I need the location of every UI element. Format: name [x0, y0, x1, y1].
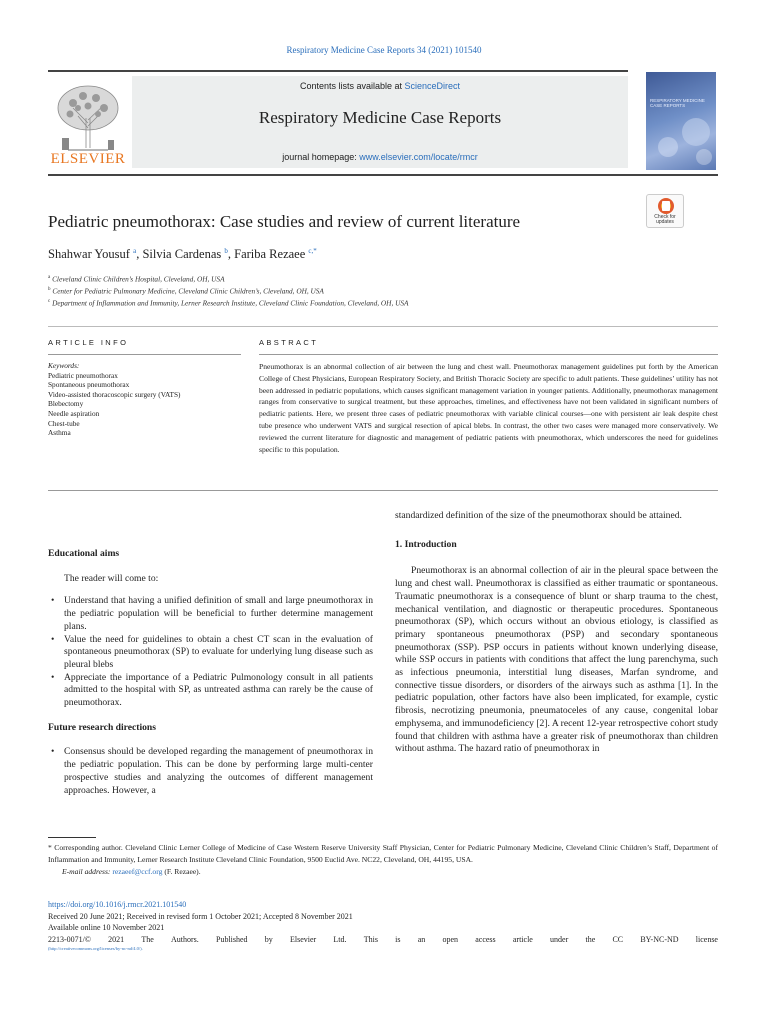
abstract-rule	[259, 354, 718, 355]
left-column	[48, 548, 373, 809]
keyword-item: Spontaneous pneumothorax	[48, 380, 130, 390]
journal-reference[interactable]: Respiratory Medicine Case Reports 34 (2021) 101540	[286, 45, 482, 55]
header-rule-bottom	[48, 174, 718, 176]
corresponding-author-text: * Corresponding author. Cleveland Clinic Lerner College of Medicine of Case Western Reserve University Staff Physician, Center for Pediatric Pulmonary Medicine, Cleveland Clinic Children’s Staff, Department of Inflammation and Immunity, Lerner Research Institute Cleveland Clinic Foundation, 9500 Euclid Ave. NC22, Cleveland, OH, 44195, USA.	[48, 843, 718, 864]
keywords-label: Keywords:	[48, 361, 80, 370]
introduction-text: Pneumothorax is an abnormal collection of air in the pleural space between the lung and chest wall. Pneumothorax is classified as either traumatic or spontaneous. Traumatic pneumothorax is a consequence of blunt or sharp trauma to the chest, mechanical ventilation, and diagnostic or therapeutic procedures. Spontaneous pneumothorax (SP), which occurs without an obvious etiology, is classified as primary spontaneous pneumothorax (PSP) and secondary spontaneous pneumothorax (SSP). PSP occurs in patients without known underlying disease, while SSP occurs in patients with conditions that affect the lung parenchyma, such as infectious pneumonia, interstitial lung diseases, Marfan syndrome, and connective tissue disorders, or disorders of the airways such as asthma [1]. In the pediatric population, other factors have also been implicated, for example, cystic fibrosis, necrotizing pneumonia, pneumatoceles of any cause, congenital lobar emphysema, and immunodeficiency [2]. A recent 12-year retrospective cohort study found that children with asthma have a greater risk of pneumothorax than children without asthma. The hazard ratio of pneumothorax in	[395, 565, 718, 755]
email-label: E-mail address:	[62, 867, 111, 876]
affiliation-item: $^a$ Cleveland Clinic Children’s Hospital, Cleveland, OH, USA	[48, 274, 225, 284]
keywords-list	[48, 361, 243, 438]
publisher-name: ELSEVIER	[50, 151, 126, 167]
author-name[interactable]: Silvia Cardenas	[142, 247, 222, 262]
homepage-prefix: journal homepage:	[282, 152, 360, 162]
author-name[interactable]: Shahwar Yousuf	[48, 247, 130, 262]
journal-cover-image	[646, 72, 716, 170]
author-list: Shahwar Yousuf $^a$, Silvia Cardenas $^b$, Fariba Rezaee $^{c,*}$	[48, 247, 317, 262]
footnote-rule	[48, 837, 96, 838]
check-updates-label: Check for updates	[654, 214, 676, 226]
check-for-updates-button[interactable]	[646, 194, 684, 228]
affiliation-item: $^c$ Department of Inflammation and Immunity, Lerner Research Institute, Cleveland Clinic Foundation, Cleveland, OH, USA	[48, 298, 409, 308]
educational-aims-heading: Educational aims	[48, 548, 120, 559]
list-item: • Value the need for guidelines to obtain a chest CT scan in the evaluation of spontaneous pneumothorax (SP) to evaluate for underlying lung disease such as pleural blebs	[51, 633, 373, 670]
received-dates: Received 20 June 2021; Received in revised form 1 October 2021; Accepted 8 November 2021	[48, 911, 353, 921]
bullet-icon: •	[51, 595, 55, 607]
email-suffix: (F. Rezaee).	[164, 867, 201, 876]
author-name[interactable]: Fariba Rezaee	[234, 247, 306, 262]
keyword-item: Pediatric pneumothorax	[48, 370, 118, 380]
abstract-heading: ABSTRACT	[259, 338, 319, 347]
continuation-text: standardized definition of the size of the pneumothorax should be attained.	[395, 510, 682, 521]
license-url-link[interactable]: (http://creativecommons.org/licenses/by-nc-nd/4.0/).	[48, 946, 143, 952]
email-line	[48, 866, 718, 878]
affiliation-item: $^b$ Center for Pediatric Pulmonary Medicine, Cleveland Clinic Children’s, Cleveland, OH, USA	[48, 286, 324, 296]
keyword-item: Video-assisted thoracoscopic surgery (VATS)	[48, 389, 181, 399]
keyword-item: Blebectomy	[48, 399, 84, 409]
author-affiliation-mark[interactable]: a	[133, 247, 137, 255]
author-affiliation-mark[interactable]: c,*	[308, 247, 317, 255]
future-research-list	[48, 746, 373, 797]
sciencedirect-link[interactable]: ScienceDirect	[404, 81, 461, 91]
contents-prefix: Contents lists available at	[299, 81, 405, 91]
contents-line	[132, 81, 628, 91]
bullet-icon: •	[51, 633, 55, 645]
section-divider	[48, 326, 718, 327]
article-info-heading: ARTICLE INFO	[48, 338, 129, 347]
license-line: 2213-0071/© 2021 The Authors. Published by Elsevier Ltd. This is an open access article under the CC BY-NC-ND license	[48, 934, 718, 944]
introduction-heading: 1. Introduction	[395, 538, 457, 550]
right-column	[395, 510, 718, 766]
article-info-rule	[48, 354, 241, 355]
list-item: • Appreciate the importance of a Pediatric Pulmonology consult in all patients admitted to the hospital with SP, as untreated asthma can rarely be the cause of pneumothorax.	[51, 671, 373, 709]
journal-title: Respiratory Medicine Case Reports	[258, 108, 502, 127]
header-rule	[48, 70, 628, 72]
affiliations	[48, 273, 718, 309]
journal-masthead	[132, 76, 628, 168]
author-affiliation-mark[interactable]: b	[224, 247, 228, 255]
cover-pattern-icon	[646, 72, 716, 170]
corresponding-author-footnote	[48, 842, 718, 878]
abstract-text: Pneumothorax is an abnormal collection of air between the lung and chest wall. Pneumothorax management guidelines put forth by the American College of Chest Physicians, European Respiratory Society, and British Thoracic Society are specific to adult patients. These guidelines’ utility has not been addressed in pediatric populations, which causes significant management variation in younger patients. Additionally, pneumothorax management ranges from conservative to surgical treatment, but these approaches, timelines, and effectiveness have not been validated in significant numbers of pediatric patients. Here, we present three cases of pediatric pneumothorax with variable clinical courses—one with persistent air leak despite chest tube presence who underwent VATS and surgical resection of apical blebs. In contrast, the other two cases were managed more conservatively. We reviewed the current literature for diagnostic and management of pediatric patients with pneumothorax, which underscores the need for guidelines specific to this population.	[259, 362, 718, 454]
list-item: • Consensus should be developed regarding the management of pneumothorax in the pediatric population. This can be done by performing large multi-center prospective studies and analyzing the outcomes of different management approaches. However, a	[51, 746, 373, 796]
keyword-item: Asthma	[48, 428, 71, 438]
homepage-line	[132, 152, 628, 162]
abstract-rule-bottom	[48, 490, 718, 491]
article-title: Pediatric pneumothorax: Case studies and review of current literature	[48, 212, 521, 231]
bullet-icon: •	[51, 671, 55, 683]
publication-info	[48, 899, 718, 953]
list-item: • Understand that having a unified definition of small and large pneumothorax in the pediatric population will be beneficial to further determine management plans.	[51, 595, 373, 632]
journal-homepage-link[interactable]: www.elsevier.com/locate/rmcr	[359, 152, 478, 162]
cover-title: RESPIRATORY MEDICINE CASE REPORTS	[650, 98, 705, 109]
keyword-item: Needle aspiration	[48, 408, 100, 418]
doi-link[interactable]: https://doi.org/10.1016/j.rmcr.2021.101540	[48, 900, 187, 909]
future-research-heading: Future research directions	[48, 721, 157, 733]
keyword-item: Chest-tube	[48, 418, 80, 428]
bullet-icon: •	[51, 746, 55, 758]
available-online: Available online 10 November 2021	[48, 923, 165, 933]
educational-aims-intro: The reader will come to:	[64, 572, 159, 584]
educational-aims-list	[48, 595, 373, 709]
email-link[interactable]: rezaeef@ccf.org	[112, 867, 163, 876]
